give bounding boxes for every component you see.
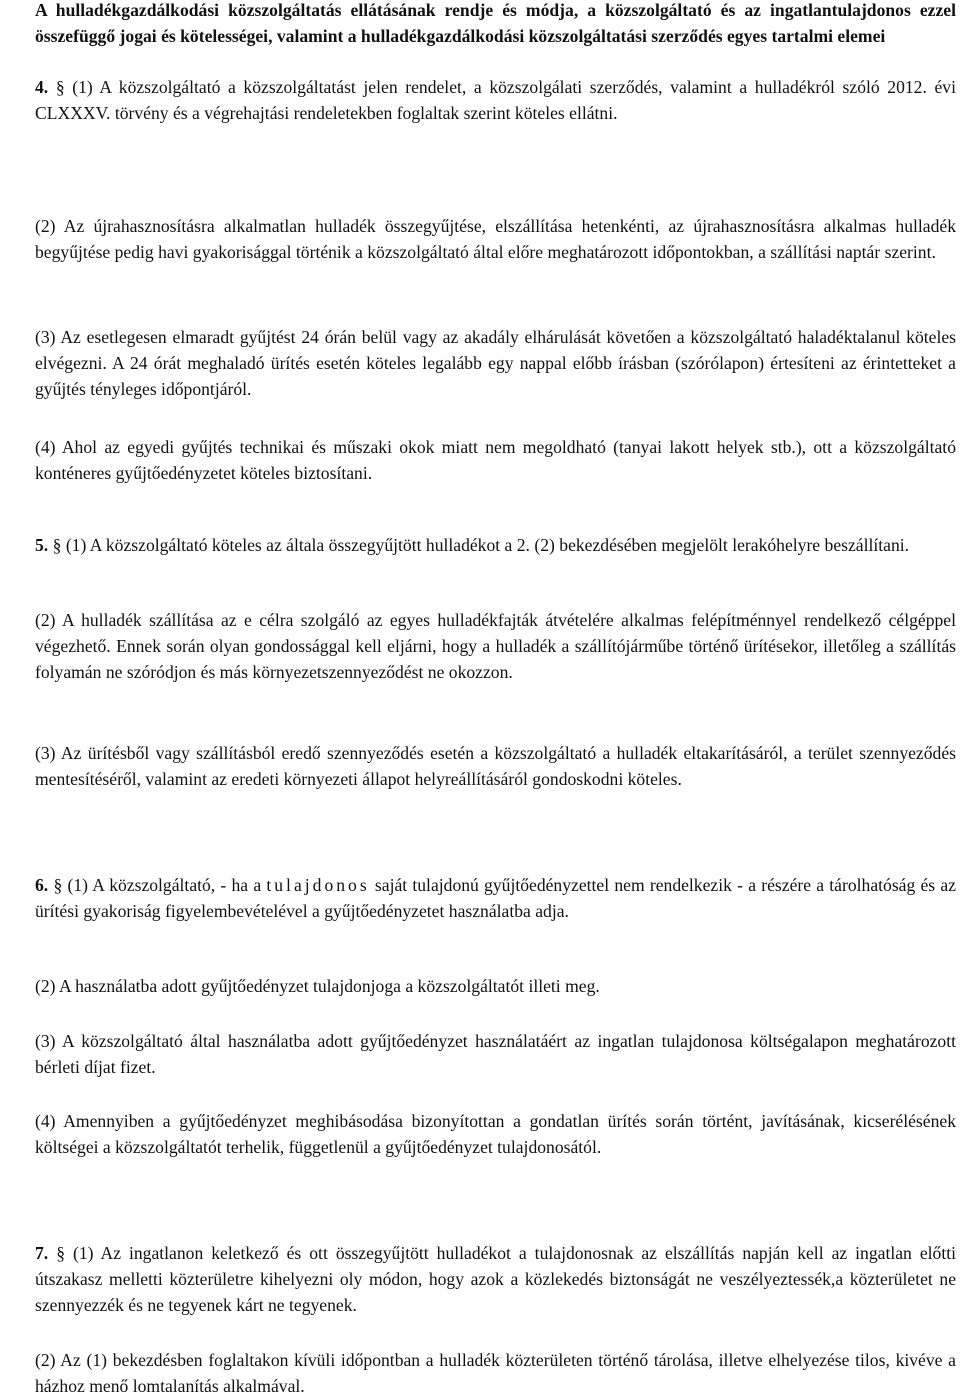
section-4-number: 4. — [35, 77, 49, 97]
section-5-paragraph-3: (3) Az ürítésből vagy szállításból eredő szennyeződés esetén a közszolgáltató a hulladék eltakarításáról, a terület szennyeződés mentesítéséről, valamint az eredeti környezeti állapot helyreállításáról gondoskodni köteles. — [35, 743, 956, 789]
section-5-paragraph-1 — [35, 532, 956, 558]
section-6-number: 6. — [35, 875, 49, 895]
section-7-paragraph-1 — [35, 1240, 956, 1318]
section-5-paragraph-2: (2) A hulladék szállítása az e célra szolgáló az egyes hulladékfajták átvételére alkalmas felépítménnyel rendelkező célgéppel végezhető. Ennek során olyan gondossággal kell eljárni, hogy a hulladék a szállítójárműbe történő ürítésekor, illetőleg a szállítás folyamán ne szóródjon és más környezetszennyeződést ne okozzon. — [35, 610, 956, 682]
section-4-paragraph-3: (3) Az esetlegesen elmaradt gyűjtést 24 órán belül vagy az akadály elhárulását követően a közszolgáltató haladéktalanul köteles elvégezni. A 24 órát meghaladó ürítés esetén köteles legalább egy nappal előbb írásban (szórólapon) értesíteni az érintetteket a gyűjtés tényleges időpontjáról. — [35, 327, 956, 399]
section-7-sign: § — [56, 1243, 65, 1263]
section-4-paragraph-4: (4) Ahol az egyedi gyűjtés technikai és műszaki okok miatt nem megoldható (tanyai lakott helyek stb.), ott a közszolgáltató konténeres gyűjtőedényzetet köteles biztosítani. — [35, 437, 956, 483]
section-6-paragraph-1-text-a: (1) A közszolgáltató, - ha a — [67, 875, 267, 895]
section-6-paragraph-4: (4) Amennyiben a gyűjtőedényzet meghibásodása bizonyítottan a gondatlan ürítés során történt, javításának, kicserélésének költségei a közszolgáltatót terhelik, függetlenül a gyűjtőedényzet tulajdonosától. — [35, 1111, 956, 1157]
section-7-paragraph-1-text: (1) Az ingatlanon keletkező és ott összegyűjtött hulladékot a tulajdonosnak az elszállítás napján kell az ingatlan előtti útszakasz melletti közterületre kihelyezni oly módon, hogy azok a közlekedés biztonságát ne veszélyeztessék,a közterületet ne szennyezzék és ne tegyenek kárt ne tegyenek. — [35, 1243, 956, 1315]
section-5-paragraph-1-text: (1) A közszolgáltató köteles az általa összegyűjtött hulladékot a 2. (2) bekezdésében megjelölt lerakóhelyre beszállítani. — [65, 535, 910, 555]
section-6-paragraph-1-spaced-word: tulajdonos — [266, 875, 370, 895]
section-5-sign: § — [52, 535, 62, 555]
section-6-paragraph-3: (3) A közszolgáltató által használatba adott gyűjtőedényzet használatáért az ingatlan tulajdonosa költségalapon meghatározott bérleti díjat fizet. — [35, 1031, 956, 1077]
section-7-number: 7. — [35, 1243, 49, 1263]
section-7-paragraph-2: (2) Az (1) bekezdésben foglaltakon kívüli időpontban a hulladék közterületen történő tárolása, illetve elhelyezése tilos, kivéve a házhoz menő lomtalanítás alkalmával. — [35, 1350, 956, 1396]
section-6-paragraph-1 — [35, 872, 956, 924]
section-4-paragraph-2: (2) Az újrahasznosításra alkalmatlan hulladék összegyűjtése, elszállítása hetenkénti, az újrahasznosításra alkalmas hulladék begyűjtése pedig havi gyakorisággal történik a közszolgáltató által előre meghatározott időpontokban, a szállítási naptár szerint. — [35, 216, 956, 262]
section-6-paragraph-2: (2) A használatba adott gyűjtőedényzet tulajdonjoga a közszolgáltatót illeti meg. — [35, 976, 600, 996]
document-heading: A hulladékgazdálkodási közszolgáltatás ellátásának rendje és módja, a közszolgáltató és az ingatlantulajdonos ezzel összefüggő jogai és kötelességei, valamint a hulladékgazdálkodási közszolgáltatási szerződés egyes tartalmi elemei — [35, 0, 956, 46]
section-6-paragraph-1-text-b: saját tulajdonú gyűjtőedényzettel nem rendelkezik - a részére a tárolhatóság és az ürítési gyakoriság figyelembevételével a gyűjtőedényzetet használatba adja. — [35, 875, 956, 921]
section-4-sign: § — [55, 77, 65, 97]
section-5-number: 5. — [35, 535, 49, 555]
section-6-sign: § — [53, 875, 63, 895]
section-4-paragraph-1-text: (1) A közszolgáltató a közszolgáltatást jelen rendelet, a közszolgálati szerződés, valamint a hulladékról szóló 2012. évi CLXXXV. törvény és a végrehajtási rendeletekben foglaltak szerint köteles ellátni. — [35, 77, 956, 123]
section-4-paragraph-1 — [35, 74, 956, 126]
